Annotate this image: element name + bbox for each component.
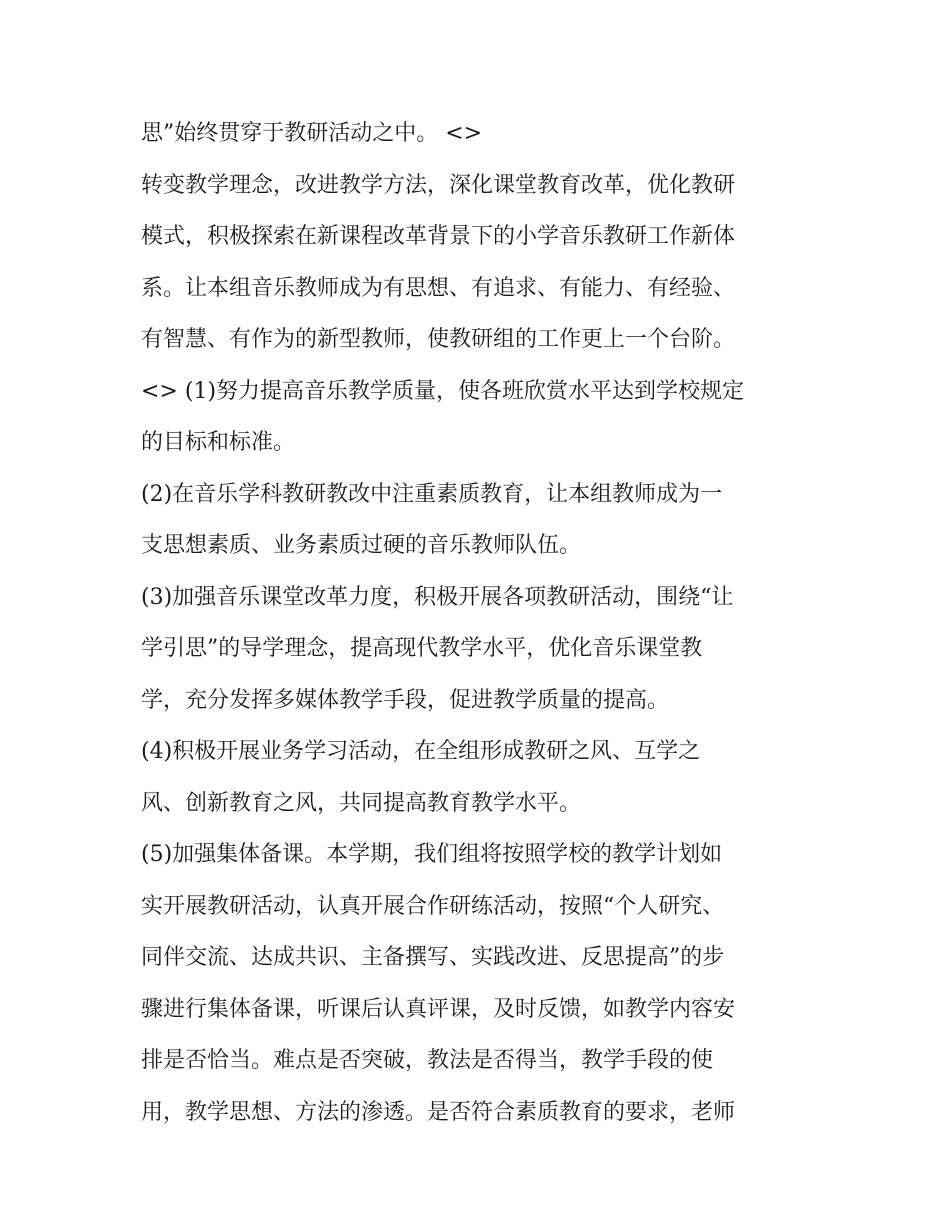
text-line: (5)加强集体备课。本学期，我们组将按照学校的教学计划如 xyxy=(141,842,723,867)
text-line: 实开展教研活动，认真开展合作研练活动，按照“个人研究、 xyxy=(141,893,725,919)
text-line: 支思想素质、业务素质过硬的音乐教师队伍。 xyxy=(141,533,582,558)
text-line: 同伴交流、达成共识、主备撰写、实践改进、反思提高”的步 xyxy=(141,945,725,970)
text-line: 学，充分发挥多媒体教学手段，促进教学质量的提高。 xyxy=(141,687,670,713)
text-line: 的目标和标准。 xyxy=(141,430,296,455)
text-line: 风、创新教育之风，共同提高教育教学水平。 xyxy=(141,790,582,816)
text-line: 思”始终贯穿于教研活动之中。 <> xyxy=(141,121,483,146)
text-line: <> (1)努力提高音乐教学质量，使各班欣赏水平达到学校规定 xyxy=(141,378,745,404)
text-line: 用，教学思想、方法的渗透。是否符合素质教育的要求，老师 xyxy=(141,1099,736,1125)
text-line: 有智慧、有作为的新型教师，使教研组的工作更上一个台阶。 xyxy=(141,327,736,352)
text-line: 系。让本组音乐教师成为有思想、有追求、有能力、有经验、 xyxy=(141,275,736,301)
text-line: 转变教学理念，改进教学方法，深化课堂教育改革，优化教研 xyxy=(141,172,736,198)
text-line: 骤进行集体备课，听课后认真评课，及时反馈，如教学内容安 xyxy=(141,996,736,1022)
text-line: 模式，积极探索在新课程改革背景下的小学音乐教研工作新体 xyxy=(141,224,736,249)
text-line: (3)加强音乐课堂改革力度，积极开展各项教研活动，围绕“让 xyxy=(141,584,734,610)
document-body-text xyxy=(141,108,821,1138)
text-line: (4)积极开展业务学习活动，在全组形成教研之风、互学之 xyxy=(141,739,701,764)
text-line: 学引思”的导学理念，提高现代教学水平，优化音乐课堂教 xyxy=(141,636,703,661)
text-line: 排是否恰当。难点是否突破，教法是否得当，教学手段的使 xyxy=(141,1048,714,1073)
text-line: (2)在音乐学科教研教改中注重素质教育，让本组教师成为一 xyxy=(141,481,723,507)
